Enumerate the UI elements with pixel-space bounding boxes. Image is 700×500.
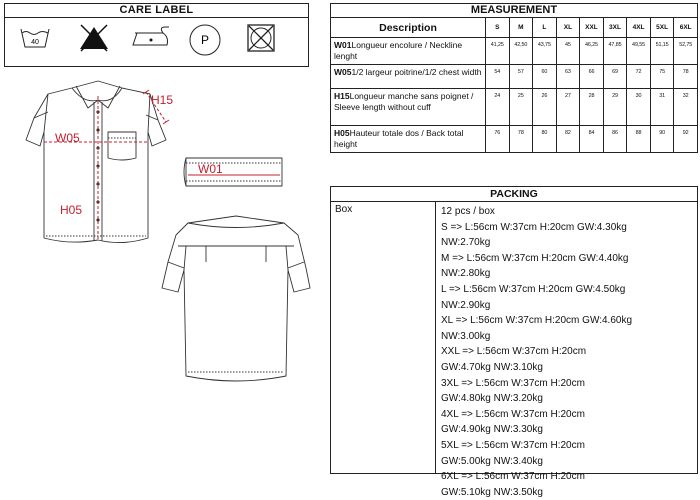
table-cell: 43,75 — [533, 38, 557, 65]
row-text: 1/2 largeur poitrine/1/2 chest width — [351, 67, 482, 77]
table-cell: 25 — [509, 89, 533, 126]
table-cell: 46,25 — [580, 38, 604, 65]
table-cell: 45 — [556, 38, 580, 65]
packing-label: Box — [331, 202, 436, 474]
table-cell: 66 — [580, 65, 604, 89]
table-cell: 84 — [580, 126, 604, 153]
size-header: 5XL — [650, 18, 674, 38]
wash-temp-label: 40 — [31, 39, 39, 46]
packing-line: 3XL => L:56cm W:37cm H:20cm — [441, 377, 585, 389]
no-bleach-icon — [77, 23, 111, 53]
table-cell: 28 — [580, 89, 604, 126]
packing-line: GW:4.80kg NW:3.20kg — [441, 393, 543, 405]
table-cell: 30 — [627, 89, 651, 126]
row-description — [331, 126, 486, 153]
table-cell: 52,75 — [674, 38, 698, 65]
packing-body — [331, 202, 697, 498]
packing-line: 5XL => L:56cm W:37cm H:20cm — [441, 439, 585, 451]
packing-line: GW:5.10kg NW:3.50kg — [441, 486, 543, 498]
table-cell: 29 — [603, 89, 627, 126]
size-header: M — [509, 18, 533, 38]
table-cell: 78 — [509, 126, 533, 153]
table-cell: 76 — [486, 126, 510, 153]
row-code: W05 — [334, 67, 352, 77]
packing-panel — [330, 186, 698, 498]
size-header: XL — [556, 18, 580, 38]
packing-line: GW:4.90kg NW:3.30kg — [441, 424, 543, 436]
table-cell: 49,55 — [627, 38, 651, 65]
table-cell: 80 — [533, 126, 557, 153]
row-code: W01 — [334, 40, 352, 50]
table-row — [331, 89, 698, 126]
packing-line: XL => L:56cm W:37cm H:20cm GW:4.60kg — [441, 315, 633, 327]
table-cell: 63 — [556, 65, 580, 89]
shirt-front-drawing — [26, 81, 166, 243]
w05-label: W05 — [55, 131, 80, 145]
size-header: 4XL — [627, 18, 651, 38]
row-text: Longueur manche sans poignet / Sleeve length without cuff — [334, 91, 474, 112]
size-header: 6XL — [674, 18, 698, 38]
table-cell: 75 — [650, 65, 674, 89]
row-description — [331, 65, 486, 89]
packing-line: 6XL => L:56cm W:37cm H:20cm — [441, 471, 585, 483]
row-code: H05 — [334, 128, 350, 138]
table-cell: 41,25 — [486, 38, 510, 65]
row-code: H15 — [334, 91, 350, 101]
packing-line: M => L:56cm W:37cm H:20cm GW:4.40kg — [441, 252, 629, 264]
packing-line: L => L:56cm W:37cm H:20cm GW:4.50kg — [441, 283, 626, 295]
wash-40-icon — [19, 23, 51, 53]
size-header: XXL — [580, 18, 604, 38]
no-tumble-dry-icon — [246, 23, 276, 53]
table-cell: 27 — [556, 89, 580, 126]
table-row — [331, 126, 698, 153]
table-cell: 42,50 — [509, 38, 533, 65]
table-cell: 51,15 — [650, 38, 674, 65]
iron-low-icon — [129, 23, 173, 53]
care-label-icons — [5, 18, 308, 66]
table-cell: 88 — [627, 126, 651, 153]
packing-line: S => L:56cm W:37cm H:20cm GW:4.30kg — [441, 221, 627, 233]
h05-label: H05 — [60, 203, 83, 217]
table-cell: 32 — [674, 89, 698, 126]
shirt-back-drawing — [162, 216, 310, 381]
packing-line: NW:2.70kg — [441, 237, 491, 249]
packing-line: 4XL => L:56cm W:37cm H:20cm — [441, 408, 585, 420]
table-cell: 86 — [603, 126, 627, 153]
table-cell: 82 — [556, 126, 580, 153]
row-text: Longueur encolure / Neckline lenght — [334, 40, 463, 61]
table-cell: 54 — [486, 65, 510, 89]
size-header: L — [533, 18, 557, 38]
table-cell: 90 — [650, 126, 674, 153]
table-cell: 78 — [674, 65, 698, 89]
packing-line: NW:2.90kg — [441, 299, 491, 311]
packing-line: XXL => L:56cm W:37cm H:20cm — [441, 346, 587, 358]
table-cell: 26 — [533, 89, 557, 126]
dry-clean-label: P — [200, 33, 210, 47]
table-cell: 24 — [486, 89, 510, 126]
packing-line: GW:5.00kg NW:3.40kg — [441, 455, 543, 467]
packing-lines — [436, 202, 697, 500]
size-header: 3XL — [603, 18, 627, 38]
table-cell: 92 — [674, 126, 698, 153]
row-text: Hauteur totale dos / Back total height — [334, 128, 464, 149]
dry-clean-p-icon — [187, 23, 223, 59]
shirt-technical-drawing — [0, 70, 328, 476]
care-label-panel — [4, 3, 309, 67]
care-label-title: CARE LABEL — [5, 4, 308, 18]
table-cell: 57 — [509, 65, 533, 89]
packing-line: GW:4.70kg NW:3.10kg — [441, 361, 543, 373]
size-header: S — [486, 18, 510, 38]
row-description — [331, 38, 486, 65]
packing-line: 12 pcs / box — [441, 206, 495, 217]
packing-line: NW:3.00kg — [441, 330, 491, 342]
measurement-title: MEASUREMENT — [331, 4, 698, 18]
packing-line: NW:2.80kg — [441, 268, 491, 280]
table-row — [331, 38, 698, 65]
table-cell: 72 — [627, 65, 651, 89]
table-cell: 60 — [533, 65, 557, 89]
measurement-table — [330, 3, 698, 153]
row-description — [331, 89, 486, 126]
table-cell: 47,85 — [603, 38, 627, 65]
description-header: Description — [331, 18, 486, 38]
w01-label: W01 — [198, 162, 223, 176]
packing-title: PACKING — [331, 187, 697, 202]
table-cell: 69 — [603, 65, 627, 89]
table-row — [331, 65, 698, 89]
h15-label: H15 — [151, 93, 174, 107]
table-cell: 31 — [650, 89, 674, 126]
